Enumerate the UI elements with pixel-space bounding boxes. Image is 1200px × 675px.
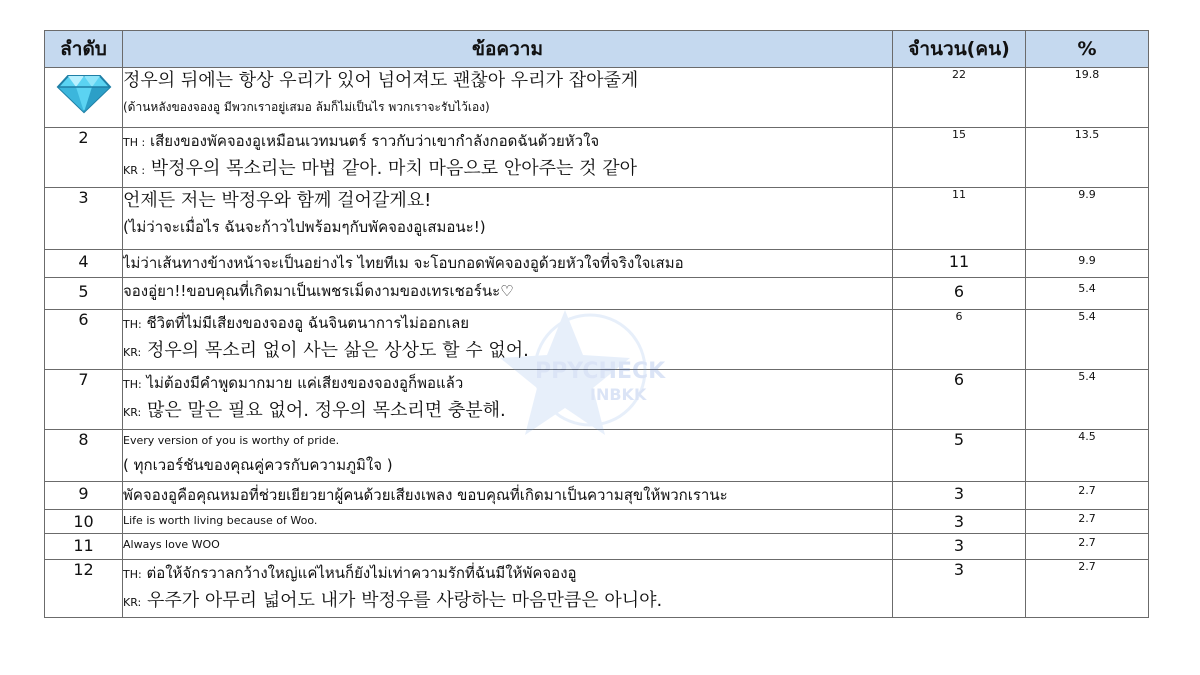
message-line: พัคจองอูคือคุณหมอที่ช่วยเยียวยาผู้คนด้วยเสียงเพลง ขอบคุณที่เกิดมาเป็นความสุขให้พวกเรานะ	[123, 486, 728, 504]
percent-cell: 5.4	[1026, 370, 1149, 430]
message-line: ชีวิตที่ไม่มีเสียงของจองอู ฉันจินตนาการไม่ออกเลย	[146, 314, 470, 332]
message-cell	[123, 510, 893, 534]
message-line: Every version of you is worthy of pride.	[123, 434, 340, 447]
count-cell: 6	[893, 310, 1026, 370]
count-cell: 22	[893, 68, 1026, 128]
message-cell	[123, 482, 893, 510]
table-row	[45, 534, 1149, 560]
message-line: (ไม่ว่าจะเมื่อไร ฉันจะก้าวไปพร้อมๆกับพัคจองอูเสมอนะ!)	[123, 218, 486, 236]
message-cell	[123, 534, 893, 560]
watermark-text: PPYCHECK	[535, 359, 666, 384]
rank-cell	[45, 68, 123, 128]
count-cell: 5	[893, 430, 1026, 482]
message-line: ไม่ว่าเส้นทางข้างหน้าจะเป็นอย่างไร ไทยทีเม จะโอบกอดพัคจองอูด้วยหัวใจที่จริงใจเสมอ	[123, 254, 684, 272]
rank-cell: 12	[45, 560, 123, 618]
message-cell	[123, 560, 893, 618]
header-rank: ลำดับ	[45, 31, 123, 68]
table-row	[45, 188, 1149, 250]
message-line: 정우의 뒤에는 항상 우리가 있어 넘어져도 괜찮아 우리가 잡아줄게	[123, 70, 639, 91]
lang-tag: KR:	[123, 346, 142, 359]
rank-cell: 2	[45, 128, 123, 188]
message-cell	[123, 68, 893, 128]
message-line: เสียงของพัคจองอูเหมือนเวทมนตร์ ราวกับว่าเขากำลังกอดฉันด้วยหัวใจ	[149, 132, 600, 150]
rank-cell: 6	[45, 310, 123, 370]
message-line: (ด้านหลังของจองอู มีพวกเราอยู่เสมอ ล้มก็ไม่เป็นไร พวกเราจะรับไว้เอง)	[123, 100, 490, 114]
percent-cell: 19.8	[1026, 68, 1149, 128]
count-cell: 3	[893, 510, 1026, 534]
diamond-icon	[56, 74, 112, 114]
percent-cell: 13.5	[1026, 128, 1149, 188]
count-cell: 11	[893, 188, 1026, 250]
rank-cell: 5	[45, 278, 123, 310]
percent-cell: 5.4	[1026, 278, 1149, 310]
rank-cell: 4	[45, 250, 123, 278]
watermark-logo	[495, 300, 695, 450]
table-row	[45, 560, 1149, 618]
table-row	[45, 68, 1149, 128]
message-line: Always love WOO	[123, 538, 220, 551]
header-message: ข้อความ	[123, 31, 893, 68]
count-cell: 11	[893, 250, 1026, 278]
message-line: 많은 말은 필요 없어. 정우의 목소리면 충분해.	[146, 400, 506, 421]
rank-cell: 10	[45, 510, 123, 534]
message-line: 박정우의 목소리는 마법 같아. 마치 마음으로 안아주는 것 같아	[150, 158, 637, 179]
rank-cell: 8	[45, 430, 123, 482]
header-percent: %	[1026, 31, 1149, 68]
lang-tag: TH:	[123, 318, 142, 331]
table-header-row	[45, 31, 1149, 68]
lang-tag: TH:	[123, 378, 142, 391]
rank-cell: 3	[45, 188, 123, 250]
count-cell: 6	[893, 370, 1026, 430]
count-cell: 15	[893, 128, 1026, 188]
lang-tag: KR :	[123, 164, 146, 177]
message-line: 정우의 목소리 없이 사는 삶은 상상도 할 수 없어.	[146, 340, 529, 361]
message-cell	[123, 188, 893, 250]
table-row	[45, 482, 1149, 510]
count-cell: 3	[893, 560, 1026, 618]
lang-tag: TH:	[123, 568, 142, 581]
table-row	[45, 510, 1149, 534]
message-line: ต่อให้จักรวาลกว้างใหญ่แค่ไหนก็ยังไม่เท่าความรักที่ฉันมีให้พัคจองอู	[146, 564, 577, 582]
message-cell	[123, 128, 893, 188]
table-row	[45, 250, 1149, 278]
lang-tag: KR:	[123, 406, 142, 419]
percent-cell: 2.7	[1026, 534, 1149, 560]
message-line: 우주가 아무리 넓어도 내가 박정우를 사랑하는 마음만큼은 아니야.	[146, 590, 663, 611]
percent-cell: 2.7	[1026, 510, 1149, 534]
percent-cell: 9.9	[1026, 188, 1149, 250]
percent-cell: 5.4	[1026, 310, 1149, 370]
count-cell: 6	[893, 278, 1026, 310]
message-line: ไม่ต้องมีคำพูดมากมาย แค่เสียงของจองอูก็พอแล้ว	[146, 374, 464, 392]
watermark-text: INBKK	[590, 385, 647, 404]
count-cell: 3	[893, 534, 1026, 560]
message-line: จองอู่ยา!!ขอบคุณที่เกิดมาเป็นเพชรเม็ดงามของเทรเชอร์นะ♡	[123, 282, 514, 300]
rank-cell: 7	[45, 370, 123, 430]
message-cell	[123, 250, 893, 278]
message-line: 언제든 저는 박정우와 함께 걸어갈게요!	[123, 190, 432, 211]
message-line: ( ทุกเวอร์ชันของคุณคู่ควรกับความภูมิใจ )	[123, 456, 393, 474]
percent-cell: 2.7	[1026, 482, 1149, 510]
lang-tag: KR:	[123, 596, 142, 609]
table-row	[45, 128, 1149, 188]
message-line: Life is worth living because of Woo.	[123, 514, 318, 527]
header-count: จำนวน(คน)	[893, 31, 1026, 68]
percent-cell: 9.9	[1026, 250, 1149, 278]
count-cell: 3	[893, 482, 1026, 510]
rank-cell: 9	[45, 482, 123, 510]
rank-cell: 11	[45, 534, 123, 560]
percent-cell: 2.7	[1026, 560, 1149, 618]
percent-cell: 4.5	[1026, 430, 1149, 482]
lang-tag: TH :	[123, 136, 146, 149]
